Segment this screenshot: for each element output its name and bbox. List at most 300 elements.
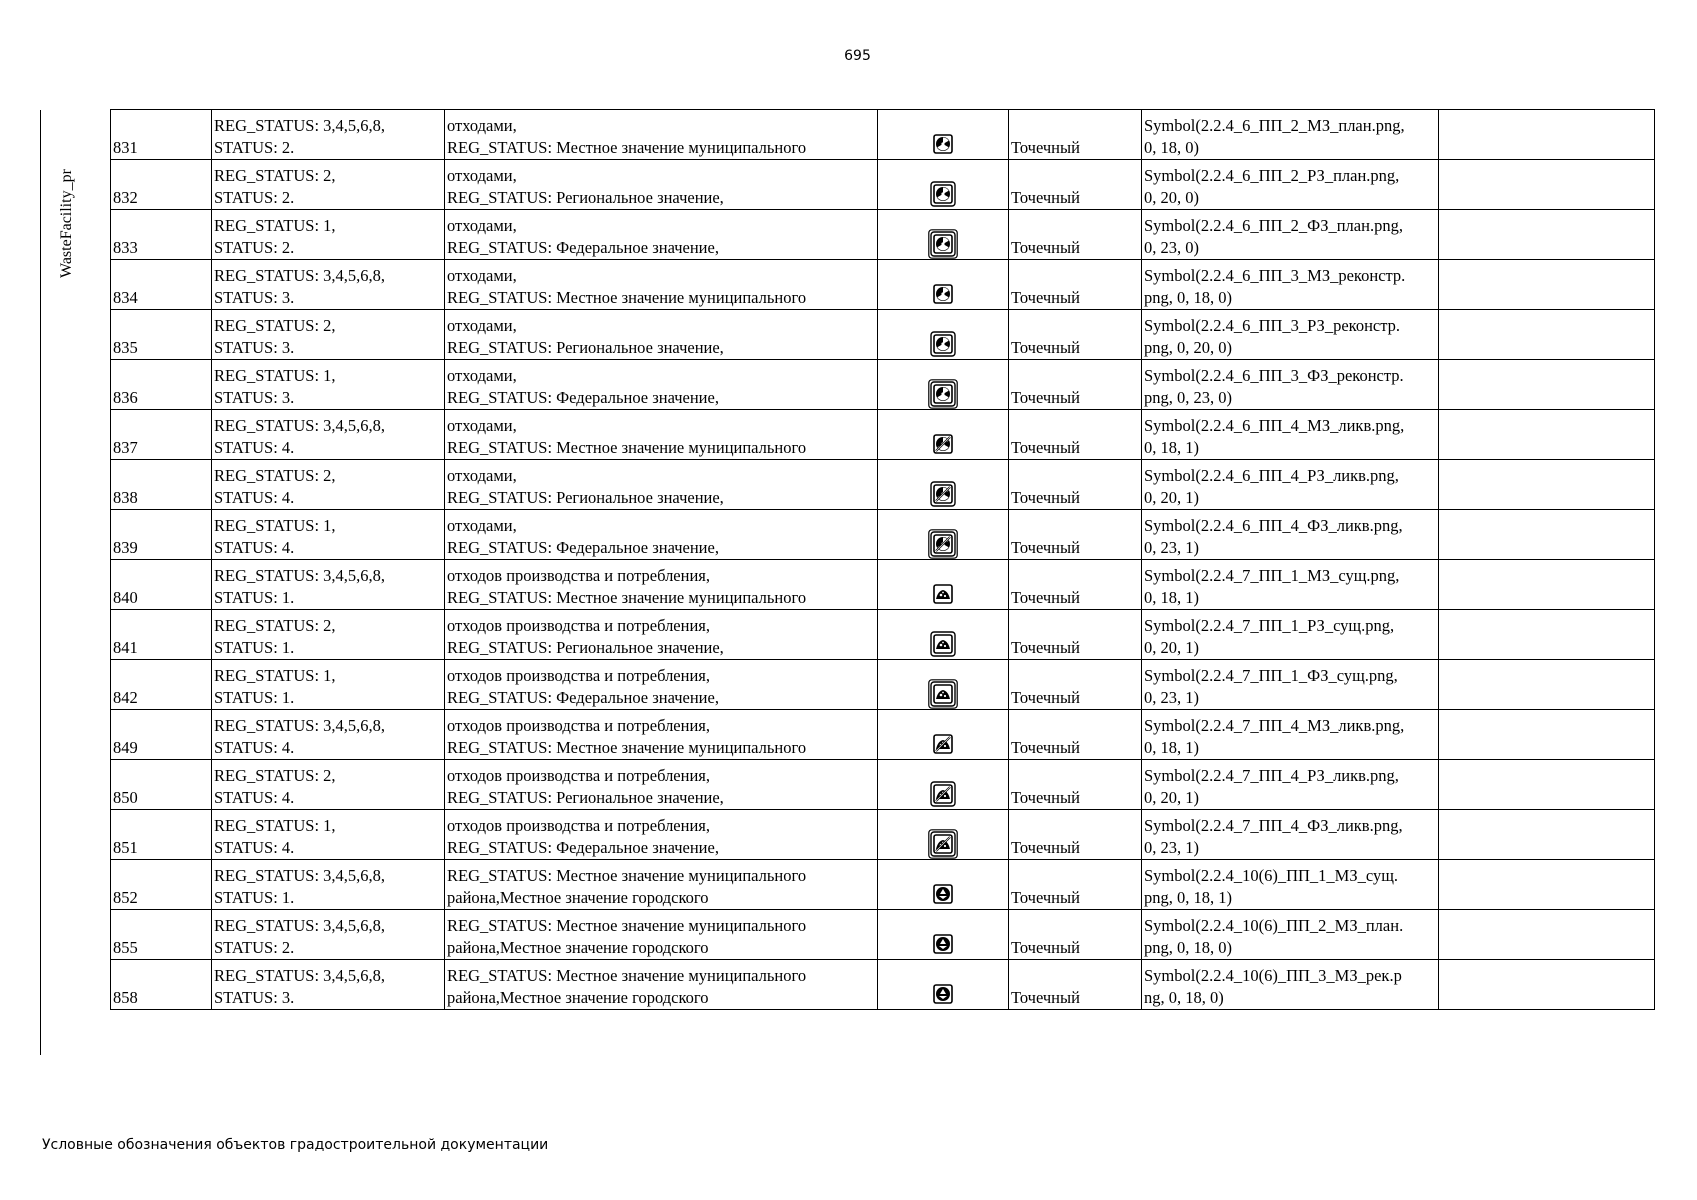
condition-cell [212, 610, 445, 660]
table-row [111, 460, 1655, 510]
symbol-definition-cell [1142, 810, 1439, 860]
symbol-definition-line-2: 0, 20, 1) [1144, 488, 1199, 507]
table-row [111, 260, 1655, 310]
symbol-definition-cell [1142, 710, 1439, 760]
symbol-definition-line-1: Symbol(2.2.4_6_ПП_3_РЗ_реконстр. [1144, 316, 1401, 335]
row-id: 838 [113, 488, 138, 507]
status-text: STATUS: 4. [214, 438, 295, 457]
row-id: 855 [113, 938, 138, 957]
condition-cell [212, 310, 445, 360]
symbol-preview-cell [878, 610, 1009, 660]
description-cell [445, 310, 878, 360]
symbol-definition-cell [1142, 860, 1439, 910]
symbol-definition-cell [1142, 210, 1439, 260]
empty-cell [1439, 560, 1655, 610]
row-id: 834 [113, 288, 138, 307]
geometry-type-cell [1009, 610, 1142, 660]
empty-cell [1439, 360, 1655, 410]
symbol-definition-line-2: 0, 18, 0) [1144, 138, 1199, 157]
status-text: STATUS: 4. [214, 838, 295, 857]
description-line-1: отходами, [447, 316, 517, 335]
description-line-1: отходами, [447, 116, 517, 135]
empty-cell [1439, 960, 1655, 1010]
symbol-definition-line-2: 0, 23, 0) [1144, 238, 1199, 257]
row-id: 850 [113, 788, 138, 807]
symbol-preview-cell [878, 160, 1009, 210]
table-row [111, 160, 1655, 210]
description-line-1: отходов производства и потребления, [447, 716, 711, 735]
geometry-type-cell [1009, 410, 1142, 460]
geometry-type: Точечный [1011, 338, 1080, 357]
status-text: STATUS: 1. [214, 588, 295, 607]
status-text: STATUS: 3. [214, 288, 295, 307]
description-line-1: отходами, [447, 166, 517, 185]
symbol-definition-cell [1142, 460, 1439, 510]
description-line-1: отходов производства и потребления, [447, 816, 711, 835]
reg-status-text: REG_STATUS: 2, [214, 316, 336, 335]
row-id: 858 [113, 988, 138, 1007]
status-text: STATUS: 3. [214, 338, 295, 357]
row-id: 839 [113, 538, 138, 557]
description-line-2: REG_STATUS: Местное значение муниципального [447, 288, 807, 307]
geometry-type: Точечный [1011, 638, 1080, 657]
radiation-icon [928, 229, 958, 259]
status-text: STATUS: 3. [214, 388, 295, 407]
symbol-definition-line-2: 0, 18, 1) [1144, 438, 1199, 457]
geometry-type-cell [1009, 860, 1142, 910]
reg-status-text: REG_STATUS: 2, [214, 466, 336, 485]
row-id: 851 [113, 838, 138, 857]
condition-cell [212, 360, 445, 410]
description-cell [445, 510, 878, 560]
description-cell [445, 710, 878, 760]
description-line-1: отходов производства и потребления, [447, 666, 711, 685]
geometry-type-cell [1009, 460, 1142, 510]
symbol-definition-line-1: Symbol(2.2.4_6_ПП_3_ФЗ_реконстр. [1144, 366, 1404, 385]
geometry-type: Точечный [1011, 138, 1080, 157]
description-line-2: REG_STATUS: Федеральное значение, [447, 838, 719, 857]
description-line-1: REG_STATUS: Местное значение муниципального [447, 966, 807, 985]
status-text: STATUS: 4. [214, 738, 295, 757]
description-line-2: REG_STATUS: Региональное значение, [447, 638, 724, 657]
row-id: 837 [113, 438, 138, 457]
geometry-type-cell [1009, 710, 1142, 760]
table-row [111, 810, 1655, 860]
symbol-definition-line-1: Symbol(2.2.4_6_ПП_2_ФЗ_план.png, [1144, 216, 1403, 235]
condition-cell [212, 810, 445, 860]
status-text: STATUS: 3. [214, 988, 295, 1007]
table-row [111, 760, 1655, 810]
waste-pile-icon [928, 579, 958, 609]
condition-cell [212, 460, 445, 510]
empty-cell [1439, 160, 1655, 210]
description-line-2: REG_STATUS: Федеральное значение, [447, 688, 719, 707]
symbol-definition-line-1: Symbol(2.2.4_7_ПП_1_ФЗ_сущ.png, [1144, 666, 1398, 685]
radiation-icon [928, 129, 958, 159]
condition-cell [212, 960, 445, 1010]
symbol-definition-cell [1142, 410, 1439, 460]
row-id-cell [111, 110, 212, 160]
description-line-2: района,Местное значение городского [447, 988, 709, 1007]
symbol-preview-cell [878, 960, 1009, 1010]
symbol-definition-line-1: Symbol(2.2.4_7_ПП_4_МЗ_ликв.png, [1144, 716, 1405, 735]
description-cell [445, 160, 878, 210]
row-id-cell [111, 710, 212, 760]
reg-status-text: REG_STATUS: 3,4,5,6,8, [214, 116, 386, 135]
condition-cell [212, 410, 445, 460]
geometry-type: Точечный [1011, 238, 1080, 257]
empty-cell [1439, 710, 1655, 760]
empty-cell [1439, 910, 1655, 960]
condition-cell [212, 260, 445, 310]
empty-cell [1439, 660, 1655, 710]
row-id: 831 [113, 138, 138, 157]
geometry-type: Точечный [1011, 388, 1080, 407]
geometry-type-cell [1009, 660, 1142, 710]
reg-status-text: REG_STATUS: 1, [214, 816, 336, 835]
condition-cell [212, 860, 445, 910]
geometry-type: Точечный [1011, 538, 1080, 557]
description-cell [445, 860, 878, 910]
row-id-cell [111, 610, 212, 660]
empty-cell [1439, 860, 1655, 910]
description-line-1: отходами, [447, 516, 517, 535]
waste-pile-crossed-icon [928, 829, 958, 859]
condition-cell [212, 560, 445, 610]
row-id-cell [111, 160, 212, 210]
row-id-cell [111, 810, 212, 860]
symbol-definition-cell [1142, 960, 1439, 1010]
symbol-preview-cell [878, 510, 1009, 560]
status-text: STATUS: 2. [214, 138, 295, 157]
symbol-definition-line-2: png, 0, 18, 0) [1144, 288, 1232, 307]
symbol-definition-line-2: 0, 20, 0) [1144, 188, 1199, 207]
geometry-type-cell [1009, 110, 1142, 160]
reg-status-text: REG_STATUS: 1, [214, 216, 336, 235]
symbol-preview-cell [878, 910, 1009, 960]
geometry-type-cell [1009, 210, 1142, 260]
symbol-definition-line-2: ng, 0, 18, 0) [1144, 988, 1224, 1007]
symbol-preview-cell [878, 460, 1009, 510]
symbol-definition-cell [1142, 910, 1439, 960]
description-cell [445, 610, 878, 660]
condition-cell [212, 110, 445, 160]
status-text: STATUS: 1. [214, 688, 295, 707]
description-line-1: отходами, [447, 266, 517, 285]
symbol-definition-cell [1142, 660, 1439, 710]
geometry-type: Точечный [1011, 838, 1080, 857]
description-line-2: REG_STATUS: Региональное значение, [447, 338, 724, 357]
symbol-preview-cell [878, 260, 1009, 310]
symbol-definition-line-2: 0, 18, 1) [1144, 738, 1199, 757]
geometry-type-cell [1009, 560, 1142, 610]
row-id: 833 [113, 238, 138, 257]
table-row [111, 910, 1655, 960]
row-id-cell [111, 560, 212, 610]
description-line-1: REG_STATUS: Местное значение муниципального [447, 866, 807, 885]
description-line-2: REG_STATUS: Местное значение муниципального [447, 138, 807, 157]
document-footer: Условные обозначения объектов градостроительной документации [42, 1137, 549, 1153]
reg-status-text: REG_STATUS: 1, [214, 666, 336, 685]
symbol-definition-line-1: Symbol(2.2.4_6_ПП_4_РЗ_ликв.png, [1144, 466, 1399, 485]
empty-cell [1439, 810, 1655, 860]
description-line-2: REG_STATUS: Местное значение муниципального [447, 738, 807, 757]
waste-pile-crossed-icon [928, 729, 958, 759]
reg-status-text: REG_STATUS: 3,4,5,6,8, [214, 966, 386, 985]
description-cell [445, 960, 878, 1010]
description-cell [445, 410, 878, 460]
symbol-definition-line-2: png, 0, 23, 0) [1144, 388, 1232, 407]
description-line-1: REG_STATUS: Местное значение муниципального [447, 916, 807, 935]
geometry-type: Точечный [1011, 738, 1080, 757]
symbol-definition-line-1: Symbol(2.2.4_6_ПП_4_МЗ_ликв.png, [1144, 416, 1405, 435]
geometry-type-cell [1009, 910, 1142, 960]
page-number: 695 [844, 48, 871, 64]
status-text: STATUS: 2. [214, 238, 295, 257]
geometry-type: Точечный [1011, 488, 1080, 507]
symbol-definition-line-1: Symbol(2.2.4_7_ПП_4_ФЗ_ликв.png, [1144, 816, 1403, 835]
symbol-definition-line-1: Symbol(2.2.4_7_ПП_1_МЗ_сущ.png, [1144, 566, 1400, 585]
condition-cell [212, 160, 445, 210]
geometry-type: Точечный [1011, 588, 1080, 607]
symbol-definition-line-2: png, 0, 18, 1) [1144, 888, 1232, 907]
waste-pile-icon [928, 629, 958, 659]
symbol-definition-line-2: 0, 23, 1) [1144, 538, 1199, 557]
condition-cell [212, 710, 445, 760]
status-text: STATUS: 4. [214, 488, 295, 507]
description-cell [445, 210, 878, 260]
symbol-definition-line-2: png, 0, 20, 0) [1144, 338, 1232, 357]
symbol-preview-cell [878, 410, 1009, 460]
description-line-1: отходами, [447, 416, 517, 435]
symbol-preview-cell [878, 110, 1009, 160]
symbol-definition-line-1: Symbol(2.2.4_6_ПП_4_ФЗ_ликв.png, [1144, 516, 1403, 535]
symbol-definition-line-1: Symbol(2.2.4_10(6)_ПП_2_МЗ_план. [1144, 916, 1404, 935]
description-cell [445, 910, 878, 960]
table-row [111, 710, 1655, 760]
table-row [111, 310, 1655, 360]
status-text: STATUS: 2. [214, 188, 295, 207]
table-row [111, 660, 1655, 710]
symbol-preview-cell [878, 560, 1009, 610]
recycle-icon [928, 879, 958, 909]
empty-cell [1439, 460, 1655, 510]
row-id: 841 [113, 638, 138, 657]
description-line-2: REG_STATUS: Федеральное значение, [447, 388, 719, 407]
table-row [111, 360, 1655, 410]
geometry-type-cell [1009, 160, 1142, 210]
row-id-cell [111, 210, 212, 260]
symbol-definition-line-1: Symbol(2.2.4_10(6)_ПП_3_МЗ_рек.р [1144, 966, 1402, 985]
row-id-cell [111, 360, 212, 410]
condition-cell [212, 210, 445, 260]
empty-cell [1439, 310, 1655, 360]
row-id: 852 [113, 888, 138, 907]
reg-status-text: REG_STATUS: 3,4,5,6,8, [214, 866, 386, 885]
table-row [111, 560, 1655, 610]
symbol-definition-line-1: Symbol(2.2.4_6_ПП_2_РЗ_план.png, [1144, 166, 1400, 185]
description-cell [445, 660, 878, 710]
symbol-definition-cell [1142, 610, 1439, 660]
reg-status-text: REG_STATUS: 3,4,5,6,8, [214, 416, 386, 435]
description-cell [445, 110, 878, 160]
reg-status-text: REG_STATUS: 1, [214, 516, 336, 535]
geometry-type: Точечный [1011, 438, 1080, 457]
symbol-preview-cell [878, 710, 1009, 760]
description-line-1: отходов производства и потребления, [447, 566, 711, 585]
description-line-2: REG_STATUS: Федеральное значение, [447, 238, 719, 257]
geometry-type-cell [1009, 360, 1142, 410]
row-id: 842 [113, 688, 138, 707]
geometry-type-cell [1009, 310, 1142, 360]
row-id-cell [111, 660, 212, 710]
table-row [111, 960, 1655, 1010]
reg-status-text: REG_STATUS: 1, [214, 366, 336, 385]
reg-status-text: REG_STATUS: 3,4,5,6,8, [214, 566, 386, 585]
description-line-2: REG_STATUS: Местное значение муниципального [447, 588, 807, 607]
symbol-preview-cell [878, 310, 1009, 360]
status-text: STATUS: 4. [214, 788, 295, 807]
reg-status-text: REG_STATUS: 2, [214, 766, 336, 785]
empty-cell [1439, 760, 1655, 810]
status-text: STATUS: 1. [214, 638, 295, 657]
geometry-type: Точечный [1011, 988, 1080, 1007]
description-line-2: района,Местное значение городского [447, 888, 709, 907]
reg-status-text: REG_STATUS: 2, [214, 616, 336, 635]
empty-cell [1439, 110, 1655, 160]
radiation-icon [928, 379, 958, 409]
description-line-1: отходами, [447, 216, 517, 235]
symbol-definition-cell [1142, 760, 1439, 810]
row-id: 836 [113, 388, 138, 407]
status-text: STATUS: 4. [214, 538, 295, 557]
symbol-table [110, 109, 1655, 1010]
row-id-cell [111, 410, 212, 460]
symbol-definition-line-1: Symbol(2.2.4_7_ПП_4_РЗ_ликв.png, [1144, 766, 1399, 785]
symbol-preview-cell [878, 760, 1009, 810]
radiation-crossed-icon [928, 529, 958, 559]
description-cell [445, 360, 878, 410]
geometry-type-cell [1009, 510, 1142, 560]
symbol-preview-cell [878, 210, 1009, 260]
row-id-cell [111, 260, 212, 310]
row-id: 832 [113, 188, 138, 207]
waste-pile-icon [928, 679, 958, 709]
table-row [111, 510, 1655, 560]
description-cell [445, 260, 878, 310]
symbol-definition-line-1: Symbol(2.2.4_6_ПП_3_МЗ_реконстр. [1144, 266, 1406, 285]
description-cell [445, 810, 878, 860]
condition-cell [212, 910, 445, 960]
geometry-type: Точечный [1011, 288, 1080, 307]
status-text: STATUS: 2. [214, 938, 295, 957]
symbol-definition-line-1: Symbol(2.2.4_10(6)_ПП_1_МЗ_сущ. [1144, 866, 1399, 885]
symbol-definition-line-2: png, 0, 18, 0) [1144, 938, 1232, 957]
symbol-definition-line-2: 0, 23, 1) [1144, 838, 1199, 857]
description-line-2: REG_STATUS: Региональное значение, [447, 488, 724, 507]
table-row [111, 610, 1655, 660]
row-id-cell [111, 960, 212, 1010]
symbol-definition-line-1: Symbol(2.2.4_7_ПП_1_РЗ_сущ.png, [1144, 616, 1395, 635]
condition-cell [212, 510, 445, 560]
symbol-definition-line-1: Symbol(2.2.4_6_ПП_2_МЗ_план.png, [1144, 116, 1405, 135]
condition-cell [212, 660, 445, 710]
reg-status-text: REG_STATUS: 3,4,5,6,8, [214, 916, 386, 935]
description-cell [445, 760, 878, 810]
status-text: STATUS: 1. [214, 888, 295, 907]
table-row [111, 210, 1655, 260]
layer-name-label: WasteFacility_pr [58, 169, 75, 278]
row-id-cell [111, 310, 212, 360]
empty-cell [1439, 260, 1655, 310]
row-id: 840 [113, 588, 138, 607]
description-line-1: отходов производства и потребления, [447, 766, 711, 785]
geometry-type-cell [1009, 760, 1142, 810]
description-line-1: отходов производства и потребления, [447, 616, 711, 635]
row-id-cell [111, 460, 212, 510]
empty-cell [1439, 510, 1655, 560]
reg-status-text: REG_STATUS: 2, [214, 166, 336, 185]
description-cell [445, 460, 878, 510]
row-id-cell [111, 510, 212, 560]
geometry-type-cell [1009, 260, 1142, 310]
description-cell [445, 560, 878, 610]
table-row [111, 860, 1655, 910]
geometry-type: Точечный [1011, 188, 1080, 207]
radiation-crossed-icon [928, 479, 958, 509]
empty-cell [1439, 410, 1655, 460]
description-line-2: REG_STATUS: Региональное значение, [447, 188, 724, 207]
symbol-definition-line-2: 0, 18, 1) [1144, 588, 1199, 607]
symbol-definition-cell [1142, 260, 1439, 310]
table-row [111, 110, 1655, 160]
description-line-1: отходами, [447, 366, 517, 385]
symbol-preview-cell [878, 360, 1009, 410]
reg-status-text: REG_STATUS: 3,4,5,6,8, [214, 716, 386, 735]
symbol-definition-cell [1142, 360, 1439, 410]
row-id-cell [111, 910, 212, 960]
symbol-definition-cell [1142, 510, 1439, 560]
empty-cell [1439, 210, 1655, 260]
symbol-definition-line-2: 0, 20, 1) [1144, 638, 1199, 657]
symbol-preview-cell [878, 660, 1009, 710]
geometry-type: Точечный [1011, 938, 1080, 957]
geometry-type-cell [1009, 960, 1142, 1010]
geometry-type-cell [1009, 810, 1142, 860]
description-line-2: REG_STATUS: Местное значение муниципального [447, 438, 807, 457]
symbol-definition-cell [1142, 310, 1439, 360]
radiation-crossed-icon [928, 429, 958, 459]
description-line-2: REG_STATUS: Федеральное значение, [447, 538, 719, 557]
reg-status-text: REG_STATUS: 3,4,5,6,8, [214, 266, 386, 285]
symbol-definition-cell [1142, 110, 1439, 160]
row-id: 849 [113, 738, 138, 757]
description-line-2: района,Местное значение городского [447, 938, 709, 957]
description-line-2: REG_STATUS: Региональное значение, [447, 788, 724, 807]
side-divider [40, 110, 41, 1055]
symbol-definition-cell [1142, 160, 1439, 210]
row-id: 835 [113, 338, 138, 357]
symbol-preview-cell [878, 860, 1009, 910]
geometry-type: Точечный [1011, 788, 1080, 807]
radiation-icon [928, 279, 958, 309]
radiation-icon [928, 179, 958, 209]
symbol-definition-line-2: 0, 20, 1) [1144, 788, 1199, 807]
table-row [111, 410, 1655, 460]
symbol-preview-cell [878, 810, 1009, 860]
geometry-type: Точечный [1011, 688, 1080, 707]
description-line-1: отходами, [447, 466, 517, 485]
